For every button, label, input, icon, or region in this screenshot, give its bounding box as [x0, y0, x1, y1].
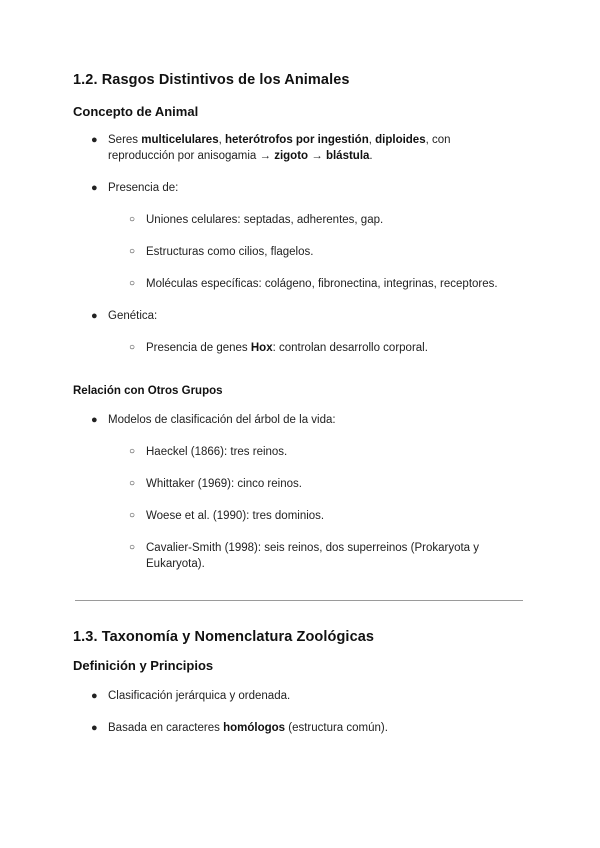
- list-item-presencia: Presencia de:: [108, 182, 179, 194]
- sub-bullet-icon: ○: [129, 278, 136, 289]
- section-divider: [75, 600, 523, 601]
- subheading-relacion: Relación con Otros Grupos: [73, 385, 223, 397]
- sub-list-item: Whittaker (1969): cinco reinos.: [146, 478, 302, 490]
- bullet-icon: ●: [91, 414, 98, 426]
- sub-list-item: Moléculas específicas: colágeno, fibronectina, integrinas, receptores.: [146, 278, 498, 290]
- sub-bullet-icon: ○: [129, 510, 136, 521]
- list-item-genetica: Genética:: [108, 310, 158, 322]
- bullet-icon: ●: [91, 722, 98, 734]
- sub-list-item-hox: Presencia de genes Hox: controlan desarrollo corporal.: [146, 342, 428, 354]
- bullet-icon: ●: [91, 690, 98, 702]
- sub-list-item: Woese et al. (1990): tres dominios.: [146, 510, 325, 522]
- sub-bullet-icon: ○: [129, 542, 136, 553]
- sub-bullet-icon: ○: [129, 478, 136, 489]
- subheading-definicion: Definición y Principios: [73, 658, 214, 673]
- sub-list-item: Estructuras como cilios, flagelos.: [146, 246, 314, 258]
- section-title-1-3: 1.3. Taxonomía y Nomenclatura Zoológicas: [73, 629, 375, 645]
- bullet-icon: ●: [91, 182, 98, 194]
- sub-list-item: Uniones celulares: septadas, adherentes, gap.: [146, 214, 384, 226]
- sub-list-item: Haeckel (1866): tres reinos.: [146, 446, 288, 458]
- subheading-concepto: Concepto de Animal: [73, 104, 199, 119]
- list-item-seres: Seres multicelulares, heterótrofos por ingestión, diploides, con reproducción por anisogamia → zigoto → blástula.: [108, 134, 451, 162]
- list-item-modelos: Modelos de clasificación del árbol de la vida:: [108, 414, 336, 426]
- sub-bullet-icon: ○: [129, 446, 136, 457]
- sub-bullet-icon: ○: [129, 342, 136, 353]
- sub-bullet-icon: ○: [129, 246, 136, 257]
- sub-bullet-icon: ○: [129, 214, 136, 225]
- section-title-1-2: 1.2. Rasgos Distintivos de los Animales: [73, 72, 350, 88]
- bullet-icon: ●: [91, 310, 98, 322]
- list-item-homologos: Basada en caracteres homólogos (estructura común).: [108, 722, 388, 734]
- list-item-clasificacion: Clasificación jerárquica y ordenada.: [108, 690, 291, 702]
- bullet-icon: ●: [91, 134, 98, 146]
- sub-list-item: Cavalier-Smith (1998): seis reinos, dos superreinos (Prokaryota y Eukaryota).: [146, 542, 479, 570]
